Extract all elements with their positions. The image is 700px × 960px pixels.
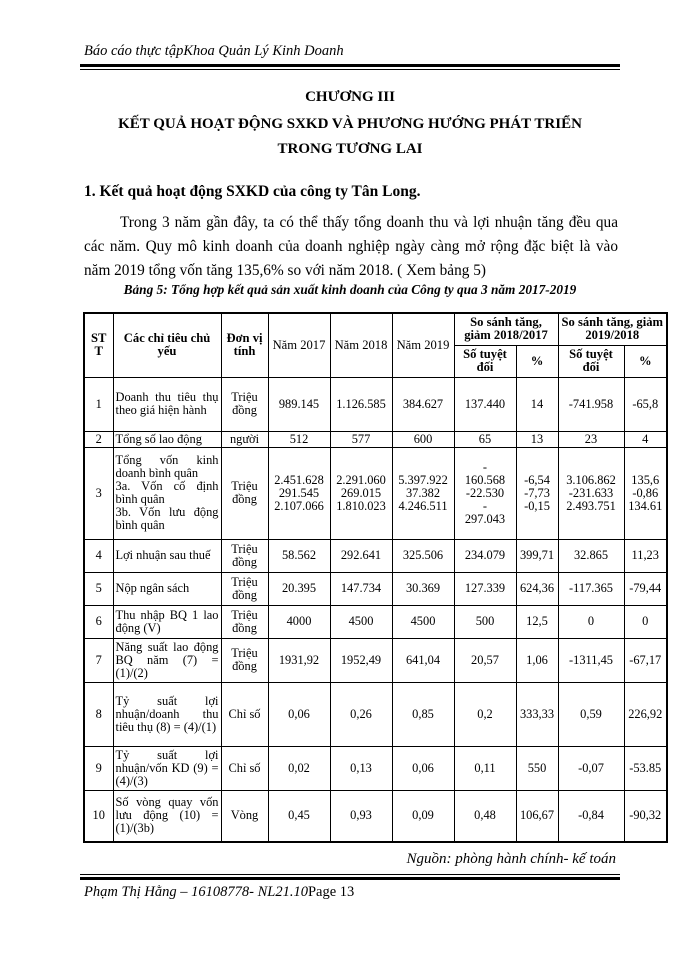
cell-pct-1: 550 [516,746,558,790]
cell-stt: 2 [84,431,113,447]
cell-abs-2: 3.106.862 -231.633 2.493.751 [558,447,624,539]
cell-2017: 58.562 [268,539,330,572]
cell-unit: người [221,431,268,447]
cell-pct-1: 333,33 [516,682,558,746]
header-2019: Năm 2019 [392,313,454,377]
cell-unit: Triệu đồng [221,377,268,431]
page-number: Page 13 [307,884,355,900]
cell-2019: 5.397.922 37.382 4.246.511 [392,447,454,539]
header-compare-2018-2017: So sánh tăng, giảm 2018/2017 [454,313,558,345]
cell-stt: 9 [84,746,113,790]
cell-pct-2: 4 [624,431,667,447]
cell-2017: 2.451.628 291.545 2.107.066 [268,447,330,539]
paragraph-text: Trong 3 năm gần đây, ta có thể thấy tổng doanh thu và lợi nhuận tăng đều qua các năm. Quy mô kinh doanh của doanh nghiệp ngày càng mở rộng đặc biệt là vào năm 2019 tổng vốn tăng 135,6% so với năm 2018. ( Xem bảng 5) [84,214,618,279]
cell-pct-1: 399,71 [516,539,558,572]
cell-2019: 0,09 [392,790,454,842]
header-absolute-1: Số tuyệt đối [454,345,516,377]
header-unit: Đơn vị tính [221,313,268,377]
header-2017: Năm 2017 [268,313,330,377]
cell-indicator: Thu nhập BQ 1 lao động (V) [113,605,221,638]
cell-2018: 1.126.585 [330,377,392,431]
table-row [84,605,667,638]
cell-abs-2: 0,59 [558,682,624,746]
cell-abs-1: - 160.568 -22.530 - 297.043 [454,447,516,539]
cell-unit: Triệu đồng [221,638,268,682]
cell-stt: 4 [84,539,113,572]
cell-unit: Triệu đồng [221,447,268,539]
cell-abs-2: 32.865 [558,539,624,572]
cell-abs-1: 65 [454,431,516,447]
cell-abs-1: 20,57 [454,638,516,682]
cell-stt: 3 [84,447,113,539]
cell-2017: 1931,92 [268,638,330,682]
cell-stt: 7 [84,638,113,682]
cell-abs-2: 0 [558,605,624,638]
cell-unit: Chỉ số [221,682,268,746]
header-absolute-2: Số tuyệt đối [558,345,624,377]
cell-2018: 147.734 [330,572,392,605]
cell-abs-2: -0,84 [558,790,624,842]
cell-2017: 0,02 [268,746,330,790]
header-2018: Năm 2018 [330,313,392,377]
footer-rule [80,874,620,880]
cell-pct-2: 0 [624,605,667,638]
table-row [84,638,667,682]
cell-pct-1: 624,36 [516,572,558,605]
cell-unit: Triệu đồng [221,572,268,605]
cell-abs-2: 23 [558,431,624,447]
cell-2018: 1952,49 [330,638,392,682]
cell-unit: Triệu đồng [221,539,268,572]
cell-2017: 989.145 [268,377,330,431]
cell-abs-2: -0,07 [558,746,624,790]
cell-2018: 577 [330,431,392,447]
cell-2017: 0,06 [268,682,330,746]
cell-2017: 0,45 [268,790,330,842]
cell-2018: 292.641 [330,539,392,572]
cell-indicator: Tổng số lao động [113,431,221,447]
cell-indicator: Doanh thu tiêu thụ theo giá hiện hành [113,377,221,431]
cell-indicator: Số vòng quay vốn lưu động (10) = (1)/(3b) [113,790,221,842]
cell-2017: 20.395 [268,572,330,605]
cell-indicator: Năng suất lao động BQ năm (7) = (1)/(2) [113,638,221,682]
cell-unit: Vòng [221,790,268,842]
cell-2018: 4500 [330,605,392,638]
table-row [84,790,667,842]
cell-2017: 512 [268,431,330,447]
cell-abs-1: 500 [454,605,516,638]
cell-pct-1: 106,67 [516,790,558,842]
cell-stt: 10 [84,790,113,842]
cell-pct-1: 14 [516,377,558,431]
cell-pct-2: -65,8 [624,377,667,431]
cell-indicator: Tỷ suất lợi nhuận/vốn KD (9) = (4)/(3) [113,746,221,790]
cell-2017: 4000 [268,605,330,638]
header-percent-1: % [516,345,558,377]
cell-pct-2: -79,44 [624,572,667,605]
cell-2019: 30.369 [392,572,454,605]
cell-abs-1: 0,48 [454,790,516,842]
cell-2019: 0,06 [392,746,454,790]
table-row [84,572,667,605]
cell-unit: Chỉ số [221,746,268,790]
cell-pct-1: -6,54 -7,73 -0,15 [516,447,558,539]
cell-indicator: Tổng vốn kinh doanh bình quân 3a. Vốn cố định bình quân 3b. Vốn lưu động bình quân [113,447,221,539]
cell-indicator: Lợi nhuận sau thuế [113,539,221,572]
results-table [83,312,668,843]
cell-indicator: Nộp ngân sách [113,572,221,605]
section-title: 1. Kết quả hoạt động SXKD của công ty Tân Long. [84,183,421,200]
table-row [84,539,667,572]
cell-pct-2: 135,6 -0,86 134.61 [624,447,667,539]
footer-author: Phạm Thị Hằng – 16108778- NL21.10 [84,884,308,900]
table-row [84,746,667,790]
page-footer [84,884,354,901]
chapter-title-line1: KẾT QUẢ HOẠT ĐỘNG SXKD VÀ PHƯƠNG HƯỚNG PHÁT TRIỂN [118,116,582,132]
table-row [84,682,667,746]
cell-stt: 1 [84,377,113,431]
header-rule [80,64,620,70]
cell-pct-2: -67,17 [624,638,667,682]
header-stt: ST T [84,313,113,377]
header-indicator: Các chỉ tiêu chủ yếu [113,313,221,377]
cell-abs-2: -117.365 [558,572,624,605]
table-row [84,447,667,539]
cell-2019: 600 [392,431,454,447]
cell-2018: 0,93 [330,790,392,842]
body-paragraph [84,211,618,283]
header-percent-2: % [624,345,667,377]
cell-2018: 2.291.060 269.015 1.810.023 [330,447,392,539]
cell-abs-1: 0,11 [454,746,516,790]
cell-2019: 4500 [392,605,454,638]
cell-indicator: Tỷ suất lợi nhuận/doanh thu tiêu thụ (8) = (4)/(1) [113,682,221,746]
cell-2019: 641,04 [392,638,454,682]
cell-stt: 6 [84,605,113,638]
table-caption: Bảng 5: Tổng hợp kết quả sản xuất kinh doanh của Công ty qua 3 năm 2017-2019 [123,282,577,297]
cell-pct-2: 226,92 [624,682,667,746]
cell-2018: 0,13 [330,746,392,790]
table-row [84,377,667,431]
cell-pct-1: 13 [516,431,558,447]
cell-abs-2: -1311,45 [558,638,624,682]
cell-2019: 0,85 [392,682,454,746]
cell-pct-1: 1,06 [516,638,558,682]
cell-abs-1: 234.079 [454,539,516,572]
cell-stt: 8 [84,682,113,746]
cell-abs-1: 127.339 [454,572,516,605]
cell-pct-2: 11,23 [624,539,667,572]
chapter-title-line2: TRONG TƯƠNG LAI [277,141,423,157]
cell-unit: Triệu đồng [221,605,268,638]
cell-abs-1: 0,2 [454,682,516,746]
cell-stt: 5 [84,572,113,605]
cell-2019: 325.506 [392,539,454,572]
cell-pct-2: -90,32 [624,790,667,842]
chapter-number: CHƯƠNG III [305,89,395,105]
cell-pct-2: -53.85 [624,746,667,790]
header-compare-2019-2018: So sánh tăng, giảm 2019/2018 [558,313,667,345]
cell-pct-1: 12,5 [516,605,558,638]
cell-2018: 0,26 [330,682,392,746]
table-source: Nguồn: phòng hành chính- kế toán [406,851,616,867]
cell-2019: 384.627 [392,377,454,431]
cell-abs-1: 137.440 [454,377,516,431]
page-header: Báo cáo thực tậpKhoa Quản Lý Kinh Doanh [84,43,344,59]
table-row [84,431,667,447]
cell-abs-2: -741.958 [558,377,624,431]
